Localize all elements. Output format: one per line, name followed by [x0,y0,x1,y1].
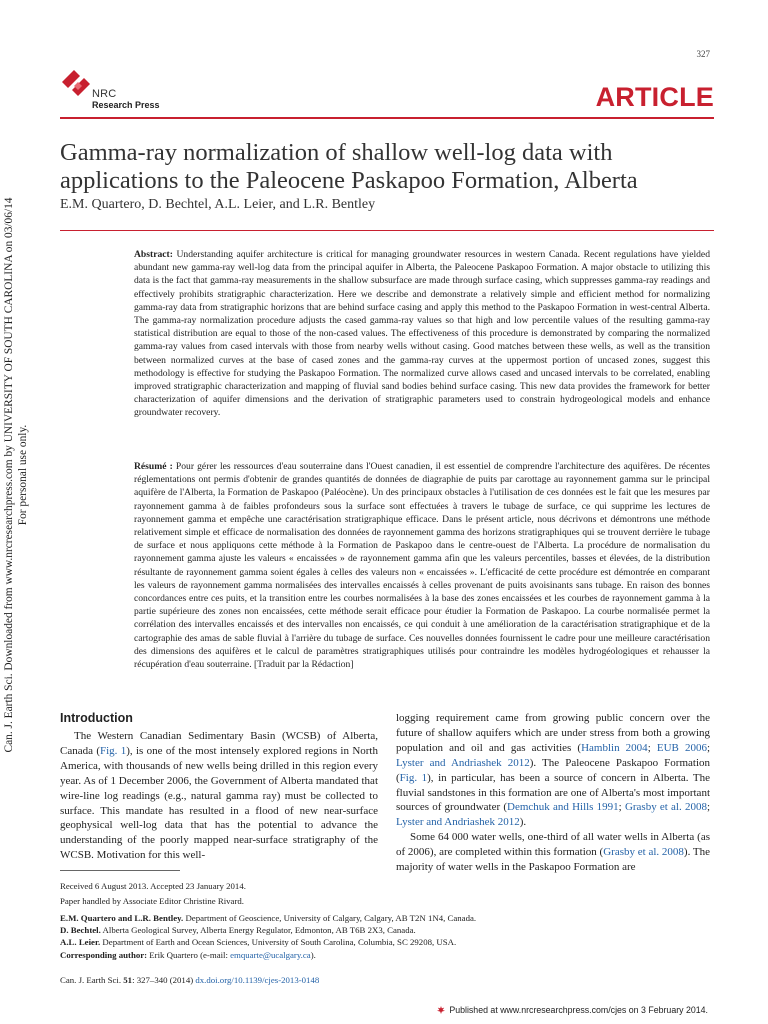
author-list: E.M. Quartero, D. Bechtel, A.L. Leier, and L.R. Bentley [60,197,376,212]
affiliation-3 [60,937,700,949]
publisher-subtitle: Research Press [92,100,160,110]
maple-leaf-icon [437,1006,445,1014]
affiliation-names: A.L. Leier. [60,937,101,947]
pages-year: : 327–340 (2014) [132,975,196,985]
article-title: Gamma-ray normalization of shallow well-log data with applications to the Paleocene Paskapoo Formation, Alberta [60,139,638,194]
journal-name: Can. J. Earth Sci. [60,975,124,985]
figure-link[interactable]: Fig. 1 [399,771,428,784]
intro-paragraph [396,830,710,875]
editor-note: Paper handled by Associate Editor Christine Rivard. [60,896,244,906]
introduction-heading: Introduction [60,711,133,725]
email-link[interactable]: emquarte@ucalgary.ca [230,950,311,960]
intro-text: ; [706,741,711,754]
intro-text: ). [519,816,527,829]
resume-text: Pour gérer les ressources d'eau souterraine dans l'Ouest canadien, il est essentiel de comprendre l'architecture des aquifères. De récentes réglementations ont permis d'obtenir de grandes quantités de données de diagraphie de puits par carottage au rayonnement gamma sur le principal aquifère de l'Alberta, la Formation de Paskapoo (Paléocène). Un des principaux obstacles à l'utilisation de ces données est le fait que les mesures par rayonnement gamma à de faibles profondeurs sous la surface sont effectuées à travers le tubage de surface, ce qui supprime les lectures de rayonnement gamma et empêche une caractérisation stratigraphique efficace. Dans le présent article, nous décrivons et démontrons une méthode relativement simple et efficace de normalisation des données de rayonnement gamma des horizons stratigraphiques qui se trouvent derrière le tubage de surface et nous appliquons cette méthode à la Formation de Paskapoo dans le centre-ouest de l'Alberta. La procédure de normalisation du rayonnement gamma ajuste les valeurs « encaissées » de rayonnement gamma afin que les valeurs percentiles, basses et élevées, de la distribution résultante de rayonnement gamma soient égales à celles des valeurs non « encaissées ». L'efficacité de cette procédure est démontrée en comparant les valeurs de rayonnement gamma normalisées des intervalles encaissés à celles provenant de puits avoisinants sans tubage. En raison des bonnes concordances entre ces puits, et la transition entre les courbes normalisées à la base des zones encaissées et les courbes de rayonnement gamma à la partie supérieure des zones non encaissées, cette méthode serait efficace pour étudier la Formation de Paskapoo. La courbe normalisée permet la corrélation des intervalles encaissés et des intervalles non encaissés, ce qui conduit à une amélioration de la caractérisation stratigraphique et de la cartographie des amas de sable fluvial à l'arrière du tubage de surface. Ces nouvelles données fournissent le cadre pour une meilleure caractérisation des dimensions des aquifères et le calcul de paramètres stratigraphiques utilisés pour contraindre les modèles hydrogéologiques et rehausser la récupération d'eau souterraine. [Traduit par la Rédaction] [134,461,710,671]
intro-left-column [60,729,378,863]
citation-link[interactable]: Demchuk and Hills 1991 [507,801,619,814]
publisher-logo [60,68,160,118]
affiliation-text: Alberta Geological Survey, Alberta Energy Regulator, Edmonton, AB T6B 2X3, Canada. [100,925,416,935]
intro-text: ), is one of the most intensely explored regions in North America, with thousands of new wells being drilled in this region every year. As of 1 December 2006, the Government of Alberta mandated that wire-line log readings (e.g., natural gamma ray) must be collected to surface. This mandate has resulted in a flood of new near-surface geophysical well-log data that has the potential to advance the understanding of the poorly mapped near-surface stratigraphy of the WCSB. Motivation for this well- [60,744,378,862]
citation-link[interactable]: Hamblin 2004 [581,741,648,754]
affiliation-1 [60,913,700,925]
resume [134,460,710,671]
affiliation-text: Department of Geoscience, University of Calgary, Calgary, AB T2N 1N4, Canada. [183,913,477,923]
nrc-logo-icon [60,68,92,100]
citation-link[interactable]: EUB 2006 [656,741,707,754]
intro-text: The Western Canadian Sedimentary Basin (WCSB) of Alberta, Canada ( [60,730,378,757]
intro-text: ), in particular, has been a source of concern in Alberta. The fluvial sandstones in this formation are one of Alberta's most important sources of groundwater ( [396,771,710,814]
corresponding-author [60,950,700,962]
citation-line [60,975,700,987]
citation-link[interactable]: Lyster and Andriashek 2012 [396,756,530,769]
affiliation-2 [60,925,700,937]
published-note [437,1005,708,1015]
doi-link[interactable]: dx.doi.org/10.1139/cjes-2013-0148 [195,975,320,985]
page-number: 327 [696,49,710,59]
corresponding-label: Corresponding author: [60,950,148,960]
intro-text: ; [647,741,657,754]
intro-text: ). The majority of water wells in the Paskapoo Formation are [396,846,710,874]
intro-right-column [396,711,710,875]
abstract-label: Abstract: [134,249,173,260]
intro-paragraph-cont [396,712,710,828]
published-text: Published at www.nrcresearchpress.com/cjes on 3 February 2014. [449,1005,708,1015]
intro-text: Some 64 000 water wells, one-third of all water wells in Alberta (as of 2006), are completed within this formation ( [396,831,710,859]
download-notice-line1: Can. J. Earth Sci. Downloaded from www.nrcresearchpress.com by UNIVERSITY OF SOUTH CAROLINA on 03/06/14 [3,197,15,753]
intro-text: ; [706,801,711,814]
header-divider [60,117,714,119]
download-notice-line2: For personal use only. [17,424,29,526]
footnote-divider [60,870,180,871]
affiliation-text: Department of Earth and Ocean Sciences, University of South Carolina, Columbia, SC 29208, USA. [100,937,457,947]
citation-link[interactable]: Grasby et al. 2008 [603,846,684,859]
article-type-label: ARTICLE [595,82,714,112]
title-divider [60,230,714,231]
citation-link[interactable]: Lyster and Andriashek 2012 [396,816,520,829]
corresponding-end: ). [310,950,316,960]
side-watermark [0,195,40,755]
affiliation-names: E.M. Quartero and L.R. Bentley. [60,913,184,923]
intro-text: ; [618,801,625,814]
resume-label: Résumé : [134,461,173,472]
intro-text: logging requirement came from growing public concern over the future of shallow aquifers which are under stress from both a growing population and oil and gas activities ( [396,712,710,754]
corresponding-text: Erik Quartero (e-mail: [147,950,231,960]
volume: 51 [123,975,133,985]
intro-text: ). The Paleocene Paskapoo Formation ( [396,756,710,784]
publisher-name: NRC [92,88,117,100]
affiliation-names: D. Bechtel. [60,925,101,935]
figure-link[interactable]: Fig. 1 [99,744,127,757]
download-notice [2,195,42,755]
citation-link[interactable]: Grasby et al. 2008 [624,801,707,814]
abstract-text: Understanding aquifer architecture is critical for managing groundwater resources in western Canada. Recent regulations have yielded abundant new gamma-ray well-log data from the principal aquifer in Alberta, the Paleocene Paskapoo Formation. A major obstacle to utilizing this data is the fact that gamma-ray measurements in the shallow subsurface are made through surface casing, which suppresses gamma-ray readings and effectively prohibits stratigraphic characterization. Here we describe and demonstrate a relatively simple and efficient method for normalizing gamma-ray data from stratigraphic horizons that are behind surface casing and apply this method to the Paskapoo Formation in west-central Alberta. The gamma-ray normalization procedure adjusts the cased gamma-ray values so that high and low percentile values of the resulting gamma-ray statistical distribution are equal to those of the non-cased values. The effectiveness of this procedure is demonstrated by comparing the normalized gamma-ray values from cased intervals with those from nearby wells without casing. Good matches between these wells, as well as the transition between normalized curves at the base of cased zones and the gamma-ray curves at the uppermost portion of uncased zones, suggest this methodology is effective for studying the Paskapoo Formation. The normalized curve allows cased and uncased intervals to be correlated, enabling improved stratigraphic characterization and mapping of fluvial sand bodies behind surface casing. This new data provides the framework for better characterization of aquifer dimensions and the derivation of stratigraphic parameters used to constrain hydrogeological models and enhance groundwater recovery. [134,249,710,419]
intro-paragraph [60,729,378,863]
abstract [134,248,710,420]
received-dates: Received 6 August 2013. Accepted 23 January 2014. [60,881,246,891]
